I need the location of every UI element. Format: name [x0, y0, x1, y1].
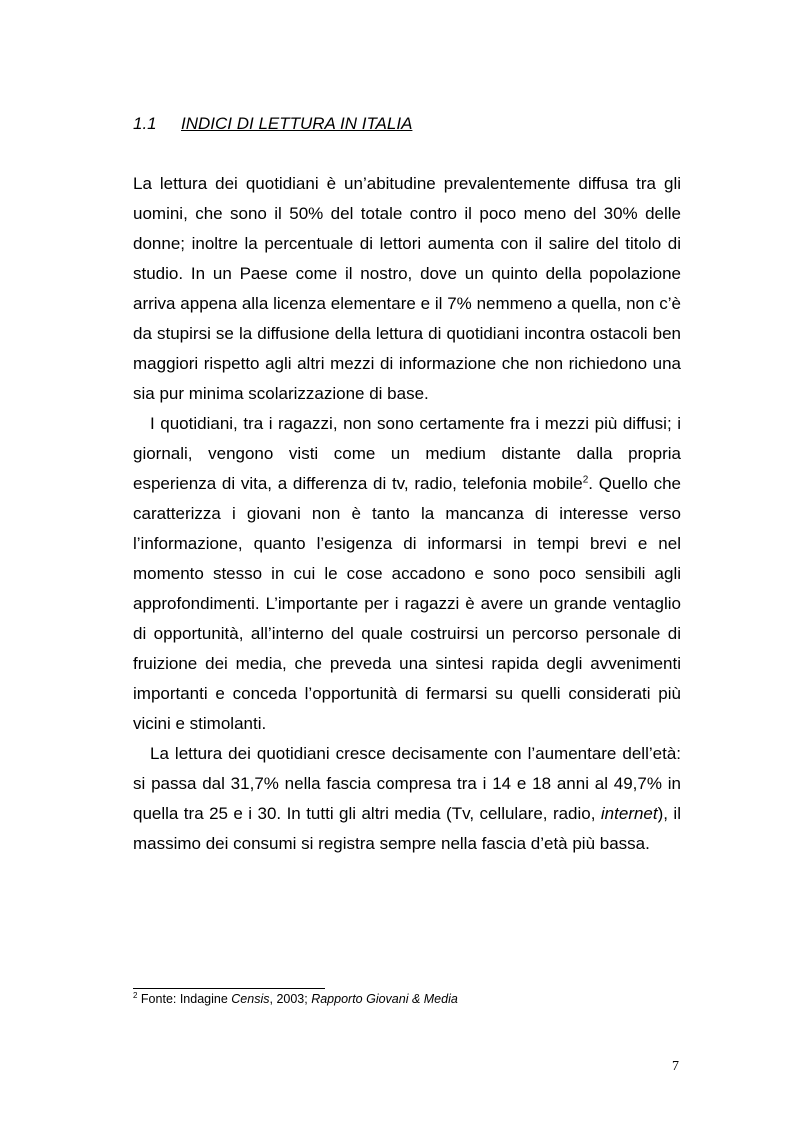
paragraph-3-text-a: La lettura dei quotidiani cresce decisamente con l’aumentare dell’età: si passa dal 31,7% nella fascia compresa tra i 14 e 18 anni al 49,7% in quella tra 25 e i 30. In tutti gli altri media (Tv, cellulare, radio, — [133, 744, 681, 823]
footnote-reference: 2 — [582, 474, 589, 486]
paragraph-3-emphasis: internet — [600, 804, 658, 823]
footnote — [133, 992, 458, 1006]
paragraph-2-text-a: I quotidiani, tra i ragazzi, non sono certamente fra i mezzi più diffusi; i giornali, vengono visti come un medium distante dalla propria esperienza di vita, a differenza di tv, radio, telefonia mobile — [133, 414, 681, 493]
footnote-text-2: , 2003; — [269, 992, 312, 1006]
paragraph-1: La lettura dei quotidiani è un’abitudine prevalentemente diffusa tra gli uomini, che sono il 50% del totale contro il poco meno del 30% delle donne; inoltre la percentuale di lettori aumenta con il salire del titolo di studio. In un Paese come il nostro, dove un quinto della popolazione arriva appena alla licenza elementare e il 7% nemmeno a quella, non c’è da stupirsi se la diffusione della lettura di quotidiani incontra ostacoli ben maggiori rispetto agli altri mezzi di informazione che non richiedono una sia pur minima scolarizzazione di base. — [133, 174, 681, 403]
body-text — [133, 169, 681, 859]
page-number: 7 — [672, 1059, 679, 1074]
footnote-marker: 2 — [133, 990, 138, 1000]
footnote-source-name: Censis — [231, 992, 270, 1006]
paragraph-2-text-b: . Quello che caratterizza i giovani non è tanto la mancanza di interesse verso l’informazione, quanto l’esigenza di informarsi in tempi brevi e nel momento stesso in cui le cose accadono e sono poco sensibili agli approfondimenti. L’importante per i ragazzi è avere un grande ventaglio di opportunità, all’interno del quale costruirsi un percorso personale di fruizione dei media, che preveda una sintesi rapida degli avvenimenti importanti e conceda l’opportunità di fermarsi su quelli considerati più vicini e stimolanti. — [133, 474, 681, 733]
section-heading — [133, 114, 412, 134]
footnote-separator — [133, 988, 325, 989]
paragraph-3-text-b: ), il massimo dei consumi si registra sempre nella fascia d’età più bassa. — [133, 804, 681, 853]
section-number: 1.1 — [133, 114, 157, 133]
section-title: INDICI DI LETTURA IN ITALIA — [181, 114, 413, 133]
footnote-text-1: Fonte: Indagine — [137, 992, 232, 1006]
paragraph-2 — [133, 409, 681, 739]
paragraph-3 — [133, 739, 681, 859]
footnote-report-title: Rapporto Giovani & Media — [311, 992, 458, 1006]
